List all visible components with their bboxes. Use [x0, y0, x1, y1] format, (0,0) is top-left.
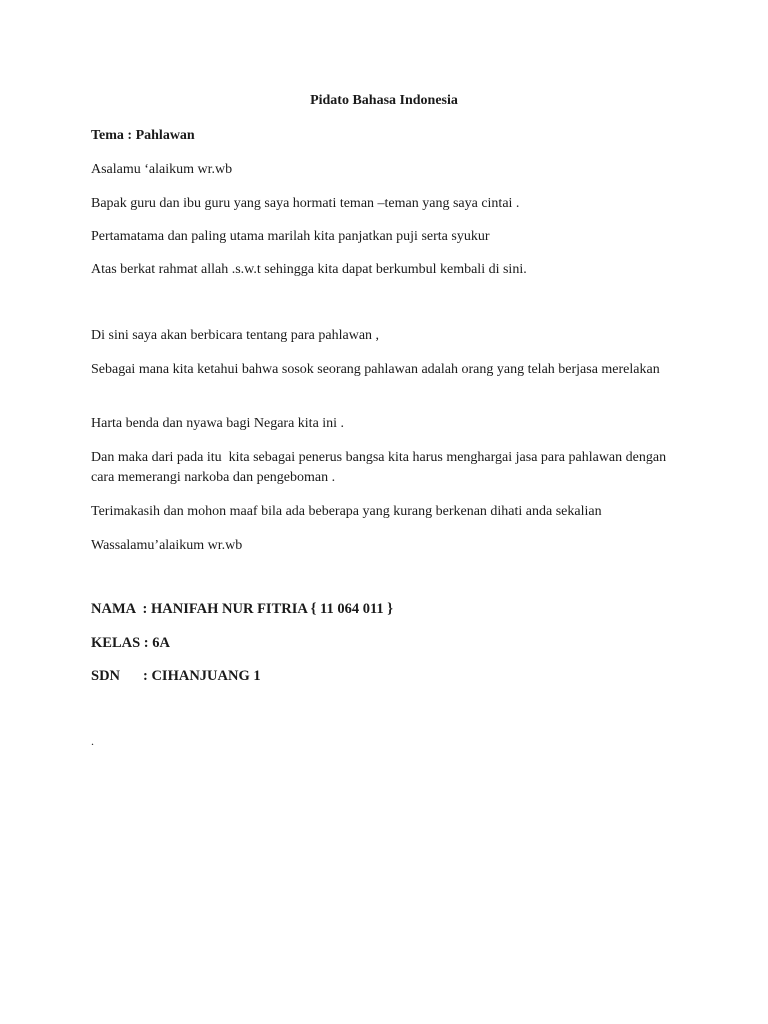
signature-name-value: HANIFAH NUR FITRIA { 11 064 011 }	[151, 601, 393, 617]
signature-class-label: KELAS :	[91, 635, 149, 651]
paragraph-hero-definition: Sebagai mana kita ketahui bahwa sosok seorang pahlawan adalah orang yang telah berjasa merelakan	[91, 362, 660, 377]
trailing-mark: .	[91, 734, 94, 748]
paragraph-gratitude: Pertamatama dan paling utama marilah kita panjatkan puji serta syukur	[91, 229, 490, 244]
paragraph-topic: Di sini saya akan berbicara tentang para pahlawan ,	[91, 328, 380, 343]
signature-school-label: SDN	[91, 668, 121, 684]
speech-theme: Tema : Pahlawan	[91, 128, 195, 143]
document-title: Pidato Bahasa Indonesia	[310, 93, 458, 108]
paragraph-blessing: Atas berkat rahmat allah .s.w.t sehingga kita dapat berkumbul kembali di sini.	[91, 262, 527, 277]
signature-name-row	[91, 601, 393, 618]
paragraph-salutation: Bapak guru dan ibu guru yang saya hormati teman –teman yang saya cintai .	[91, 196, 520, 211]
paragraph-greeting: Asalamu ‘alaikum wr.wb	[91, 162, 233, 177]
signature-class-value: 6A	[152, 635, 170, 651]
paragraph-farewell: Wassalamu’alaikum wr.wb	[91, 538, 243, 553]
signature-name-label: NAMA :	[91, 601, 148, 617]
paragraph-closing: Terimakasih dan mohon maaf bila ada beberapa yang kurang berkenan dihati anda sekalian	[91, 504, 602, 519]
paragraph-appeal: Dan maka dari pada itu kita sebagai penerus bangsa kita harus menghargai jasa para pahlawan dengan cara memerangi narkoba dan pengeboman .	[91, 450, 670, 485]
signature-class-row	[91, 635, 170, 652]
paragraph-sacrifice: Harta benda dan nyawa bagi Negara kita ini .	[91, 416, 345, 431]
signature-school-row	[91, 668, 261, 685]
signature-school-value: : CIHANJUANG 1	[143, 668, 261, 684]
